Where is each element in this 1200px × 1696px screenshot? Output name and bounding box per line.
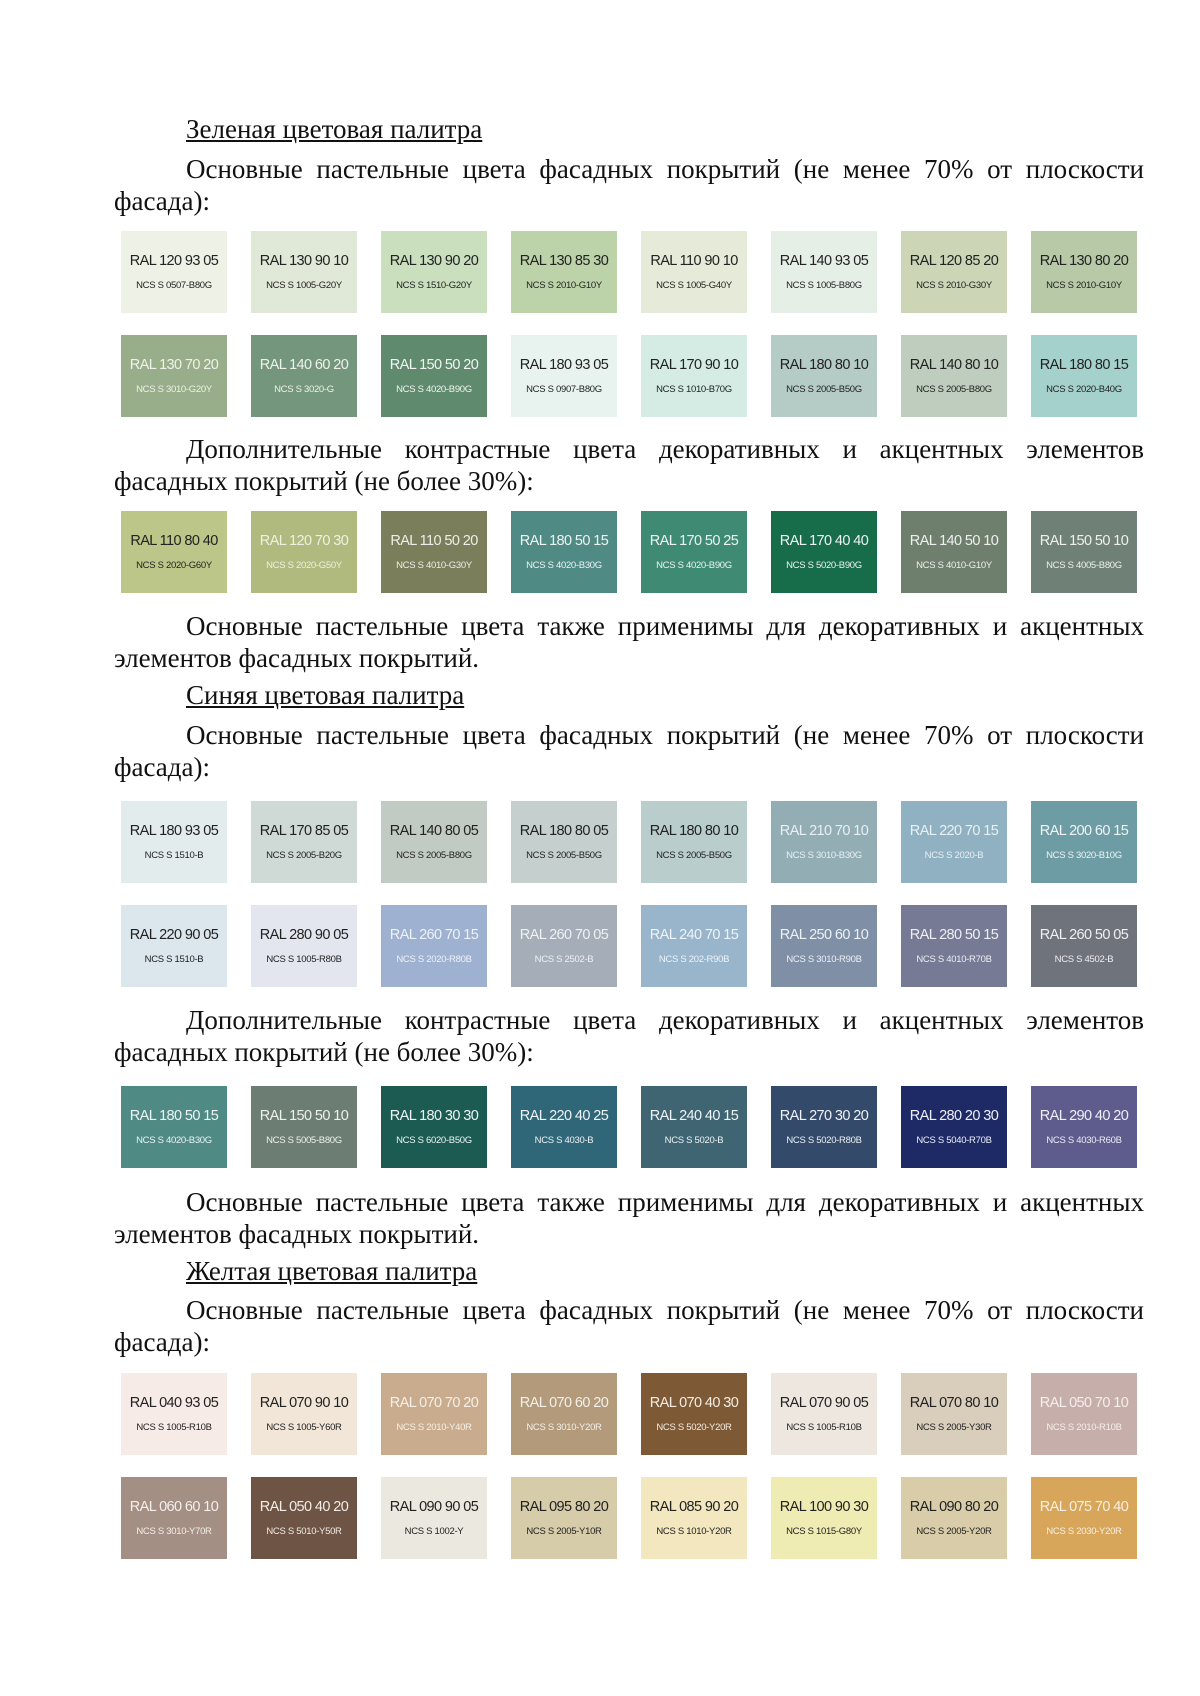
ncs-code: NCS S 3010-Y70R — [136, 1526, 212, 1537]
ral-code: RAL 140 60 20 — [259, 357, 349, 373]
ncs-code: NCS S 5020-Y20R — [656, 1422, 732, 1433]
color-swatch — [641, 335, 747, 417]
color-swatch — [381, 905, 487, 987]
ral-code: RAL 075 70 40 — [1039, 1499, 1129, 1515]
color-swatch — [901, 1086, 1007, 1168]
color-swatch — [771, 1373, 877, 1455]
ncs-code: NCS S 4020-B30G — [136, 1135, 212, 1146]
ral-code: RAL 095 80 20 — [519, 1499, 609, 1515]
ncs-code: NCS S 1005-B80G — [786, 280, 862, 291]
ral-code: RAL 210 70 10 — [779, 823, 869, 839]
color-swatch — [381, 335, 487, 417]
ral-code: RAL 110 90 10 — [650, 253, 738, 269]
ncs-code: NCS S 1005-G20Y — [266, 280, 342, 291]
ncs-code: NCS S 3010-R90B — [786, 954, 862, 965]
ncs-code: NCS S 1010-Y20R — [656, 1526, 732, 1537]
ral-code: RAL 140 93 05 — [779, 253, 869, 269]
color-swatch — [121, 231, 227, 313]
ral-code: RAL 150 50 10 — [1039, 533, 1129, 549]
color-swatch — [381, 511, 487, 593]
color-swatch — [901, 905, 1007, 987]
ral-code: RAL 150 50 10 — [259, 1108, 349, 1124]
ncs-code: NCS S 1005-Y60R — [266, 1422, 342, 1433]
ral-code: RAL 050 70 10 — [1039, 1395, 1129, 1411]
ral-code: RAL 260 70 15 — [389, 927, 479, 943]
blue-main-row-2 — [121, 905, 1137, 987]
ral-code: RAL 240 70 15 — [649, 927, 739, 943]
ral-code: RAL 050 40 20 — [259, 1499, 349, 1515]
ral-code: RAL 250 60 10 — [779, 927, 869, 943]
ral-code: RAL 070 70 20 — [389, 1395, 479, 1411]
color-swatch — [771, 801, 877, 883]
color-swatch — [771, 511, 877, 593]
color-swatch — [121, 335, 227, 417]
ncs-code: NCS S 4010-G10Y — [916, 560, 992, 571]
ncs-code: NCS S 4020-B30G — [526, 560, 602, 571]
ncs-code: NCS S 5020-B90G — [786, 560, 862, 571]
color-swatch — [1031, 1086, 1137, 1168]
color-swatch — [511, 1477, 617, 1559]
ral-code: RAL 260 50 05 — [1039, 927, 1129, 943]
color-swatch — [511, 1086, 617, 1168]
ncs-code: NCS S 2020-G60Y — [136, 560, 212, 571]
green-accent-intro: Дополнительные контрастные цвета декоративных и акцентных элементов фасадных покрытий (не более 30%): — [114, 434, 1144, 496]
ncs-code: NCS S 2005-B20G — [266, 850, 342, 861]
ncs-code: NCS S 1510-B — [144, 850, 204, 861]
ral-code: RAL 170 40 40 — [779, 533, 869, 549]
ral-code: RAL 170 90 10 — [649, 357, 739, 373]
color-swatch — [381, 1373, 487, 1455]
color-swatch — [1031, 1477, 1137, 1559]
color-swatch — [641, 801, 747, 883]
color-swatch — [121, 1086, 227, 1168]
color-swatch — [1031, 335, 1137, 417]
ral-code: RAL 070 80 10 — [909, 1395, 999, 1411]
ncs-code: NCS S 2030-Y20R — [1046, 1526, 1122, 1537]
color-swatch — [511, 905, 617, 987]
color-swatch — [1031, 231, 1137, 313]
ral-code: RAL 100 90 30 — [779, 1499, 869, 1515]
color-swatch — [641, 511, 747, 593]
ncs-code: NCS S 1510-B — [144, 954, 204, 965]
ral-code: RAL 110 80 40 — [130, 533, 218, 549]
color-swatch — [1031, 801, 1137, 883]
color-swatch — [511, 335, 617, 417]
ral-code: RAL 090 80 20 — [909, 1499, 999, 1515]
ncs-code: NCS S 3020-G — [274, 384, 334, 395]
color-swatch — [121, 801, 227, 883]
ncs-code: NCS S 4030-B — [534, 1135, 594, 1146]
ral-code: RAL 280 90 05 — [259, 927, 349, 943]
ral-code: RAL 220 90 05 — [129, 927, 219, 943]
ncs-code: NCS S 5020-B — [664, 1135, 724, 1146]
ral-code: RAL 290 40 20 — [1039, 1108, 1129, 1124]
color-swatch — [641, 1373, 747, 1455]
ncs-code: NCS S 2005-Y20R — [916, 1526, 992, 1537]
ncs-code: NCS S 2005-B50G — [656, 850, 732, 861]
color-swatch — [901, 335, 1007, 417]
color-swatch — [1031, 511, 1137, 593]
ncs-code: NCS S 4020-B90G — [396, 384, 472, 395]
color-swatch — [251, 231, 357, 313]
ral-code: RAL 280 50 15 — [909, 927, 999, 943]
green-accent-row — [121, 511, 1137, 593]
blue-accent-intro: Дополнительные контрастные цвета декоративных и акцентных элементов фасадных покрытий (не более 30%): — [114, 1005, 1144, 1067]
ral-code: RAL 260 70 05 — [519, 927, 609, 943]
ncs-code: NCS S 4030-R60B — [1046, 1135, 1122, 1146]
ncs-code: NCS S 1005-R10B — [136, 1422, 212, 1433]
ncs-code: NCS S 4005-B80G — [1046, 560, 1122, 571]
color-swatch — [901, 1373, 1007, 1455]
ncs-code: NCS S 4502-B — [1054, 954, 1114, 965]
ncs-code: NCS S 1510-G20Y — [396, 280, 472, 291]
color-swatch — [251, 1373, 357, 1455]
color-swatch — [771, 231, 877, 313]
ncs-code: NCS S 1005-R10B — [786, 1422, 862, 1433]
color-swatch — [511, 231, 617, 313]
yellow-main-row-1 — [121, 1373, 1137, 1455]
green-main-row-1 — [121, 231, 1137, 313]
ncs-code: NCS S 2010-G30Y — [916, 280, 992, 291]
blue-main-intro: Основные пастельные цвета фасадных покрытий (не менее 70% от плоскости фасада): — [114, 720, 1144, 782]
color-swatch — [381, 801, 487, 883]
ral-code: RAL 140 80 10 — [909, 357, 999, 373]
color-swatch — [641, 905, 747, 987]
color-swatch — [121, 1373, 227, 1455]
color-swatch — [771, 1477, 877, 1559]
color-swatch — [121, 1477, 227, 1559]
green-palette-heading: Зеленая цветовая палитра — [186, 114, 483, 144]
ral-code: RAL 180 80 10 — [779, 357, 869, 373]
blue-accent-row — [121, 1086, 1137, 1168]
ncs-code: NCS S 2010-G10Y — [526, 280, 602, 291]
ncs-code: NCS S 1015-G80Y — [786, 1526, 862, 1537]
ral-code: RAL 150 50 20 — [389, 357, 479, 373]
color-swatch — [251, 905, 357, 987]
ral-code: RAL 130 90 10 — [259, 253, 349, 269]
ncs-code: NCS S 2020-G50Y — [266, 560, 342, 571]
ncs-code: NCS S 2020-R80B — [396, 954, 472, 965]
ral-code: RAL 180 80 15 — [1039, 357, 1129, 373]
blue-main-row-1 — [121, 801, 1137, 883]
ral-code: RAL 280 20 30 — [909, 1108, 999, 1124]
ral-code: RAL 060 60 10 — [129, 1499, 219, 1515]
ncs-code: NCS S 4010-G30Y — [396, 560, 472, 571]
ral-code: RAL 270 30 20 — [779, 1108, 869, 1124]
ral-code: RAL 120 70 30 — [259, 533, 349, 549]
yellow-palette-heading: Желтая цветовая палитра — [186, 1256, 478, 1286]
ral-code: RAL 140 50 10 — [909, 533, 999, 549]
blue-outro: Основные пастельные цвета также применимы для декоративных и акцентных элементов фасадных покрытий. — [114, 1187, 1144, 1249]
yellow-main-row-2 — [121, 1477, 1137, 1559]
ral-code: RAL 180 93 05 — [519, 357, 609, 373]
color-swatch — [771, 335, 877, 417]
color-swatch — [901, 801, 1007, 883]
color-swatch — [1031, 1373, 1137, 1455]
green-outro: Основные пастельные цвета также применимы для декоративных и акцентных элементов фасадных покрытий. — [114, 611, 1144, 673]
ncs-code: NCS S 4010-R70B — [916, 954, 992, 965]
ncs-code: NCS S 2005-B50G — [786, 384, 862, 395]
ncs-code: NCS S 1002-Y — [404, 1526, 464, 1537]
ral-code: RAL 140 80 05 — [389, 823, 479, 839]
ral-code: RAL 120 93 05 — [129, 253, 219, 269]
color-swatch — [901, 231, 1007, 313]
ncs-code: NCS S 2005-B50G — [526, 850, 602, 861]
ncs-code: NCS S 2005-B80G — [916, 384, 992, 395]
color-swatch — [251, 1086, 357, 1168]
ncs-code: NCS S 0907-B80G — [526, 384, 602, 395]
ncs-code: NCS S 2502-B — [534, 954, 594, 965]
color-swatch — [901, 511, 1007, 593]
color-swatch — [771, 905, 877, 987]
color-swatch — [1031, 905, 1137, 987]
ral-code: RAL 170 50 25 — [649, 533, 739, 549]
green-main-intro: Основные пастельные цвета фасадных покрытий (не менее 70% от плоскости фасада): — [114, 154, 1144, 216]
color-swatch — [901, 1477, 1007, 1559]
ral-code: RAL 070 90 05 — [779, 1395, 869, 1411]
ral-code: RAL 180 93 05 — [129, 823, 219, 839]
ral-code: RAL 180 80 05 — [519, 823, 609, 839]
ncs-code: NCS S 1005-R80B — [266, 954, 342, 965]
ral-code: RAL 130 80 20 — [1039, 253, 1129, 269]
ral-code: RAL 220 40 25 — [519, 1108, 609, 1124]
color-swatch — [511, 511, 617, 593]
ral-code: RAL 090 90 05 — [389, 1499, 479, 1515]
ral-code: RAL 170 85 05 — [259, 823, 349, 839]
ral-code: RAL 110 50 20 — [390, 533, 478, 549]
color-swatch — [641, 1086, 747, 1168]
ral-code: RAL 120 85 20 — [909, 253, 999, 269]
yellow-main-intro: Основные пастельные цвета фасадных покрытий (не менее 70% от плоскости фасада): — [114, 1295, 1144, 1357]
color-swatch — [771, 1086, 877, 1168]
color-swatch — [251, 801, 357, 883]
ncs-code: NCS S 3010-B30G — [786, 850, 862, 861]
ncs-code: NCS S 2020-B — [924, 850, 984, 861]
color-swatch — [511, 1373, 617, 1455]
ncs-code: NCS S 2010-R10B — [1046, 1422, 1122, 1433]
ncs-code: NCS S 2020-B40G — [1046, 384, 1122, 395]
ral-code: RAL 040 93 05 — [129, 1395, 219, 1411]
ral-code: RAL 130 90 20 — [389, 253, 479, 269]
ncs-code: NCS S 1010-B70G — [656, 384, 732, 395]
ncs-code: NCS S 2005-B80G — [396, 850, 472, 861]
ncs-code: NCS S 5010-Y50R — [266, 1526, 342, 1537]
ral-code: RAL 070 40 30 — [649, 1395, 739, 1411]
color-swatch — [251, 335, 357, 417]
color-swatch — [121, 905, 227, 987]
ral-code: RAL 070 90 10 — [259, 1395, 349, 1411]
ncs-code: NCS S 5040-R70B — [916, 1135, 992, 1146]
ncs-code: NCS S 1005-G40Y — [656, 280, 732, 291]
color-swatch — [381, 1477, 487, 1559]
color-swatch — [251, 1477, 357, 1559]
blue-palette-heading: Синяя цветовая палитра — [186, 680, 465, 710]
ral-code: RAL 240 40 15 — [649, 1108, 739, 1124]
ral-code: RAL 180 50 15 — [129, 1108, 219, 1124]
color-swatch — [121, 511, 227, 593]
ncs-code: NCS S 0507-B80G — [136, 280, 212, 291]
ral-code: RAL 180 80 10 — [649, 823, 739, 839]
ncs-code: NCS S 3010-Y20R — [526, 1422, 602, 1433]
ral-code: RAL 070 60 20 — [519, 1395, 609, 1411]
ral-code: RAL 180 50 15 — [519, 533, 609, 549]
ncs-code: NCS S 5005-B80G — [266, 1135, 342, 1146]
ncs-code: NCS S 3010-G20Y — [136, 384, 212, 395]
color-swatch — [381, 231, 487, 313]
color-swatch — [251, 511, 357, 593]
ncs-code: NCS S 202-R90B — [658, 954, 730, 965]
ncs-code: NCS S 2010-G10Y — [1046, 280, 1122, 291]
ral-code: RAL 130 85 30 — [519, 253, 609, 269]
color-swatch — [511, 801, 617, 883]
ncs-code: NCS S 2010-Y40R — [396, 1422, 472, 1433]
ncs-code: NCS S 4020-B90G — [656, 560, 732, 571]
ncs-code: NCS S 3020-B10G — [1046, 850, 1122, 861]
color-swatch — [641, 1477, 747, 1559]
color-swatch — [381, 1086, 487, 1168]
color-swatch — [641, 231, 747, 313]
ral-code: RAL 220 70 15 — [909, 823, 999, 839]
ncs-code: NCS S 2005-Y10R — [526, 1526, 602, 1537]
ncs-code: NCS S 2005-Y30R — [916, 1422, 992, 1433]
ral-code: RAL 200 60 15 — [1039, 823, 1129, 839]
ncs-code: NCS S 5020-R80B — [786, 1135, 862, 1146]
ral-code: RAL 130 70 20 — [129, 357, 219, 373]
ncs-code: NCS S 6020-B50G — [396, 1135, 472, 1146]
ral-code: RAL 085 90 20 — [649, 1499, 739, 1515]
ral-code: RAL 180 30 30 — [389, 1108, 479, 1124]
green-main-row-2 — [121, 335, 1137, 417]
